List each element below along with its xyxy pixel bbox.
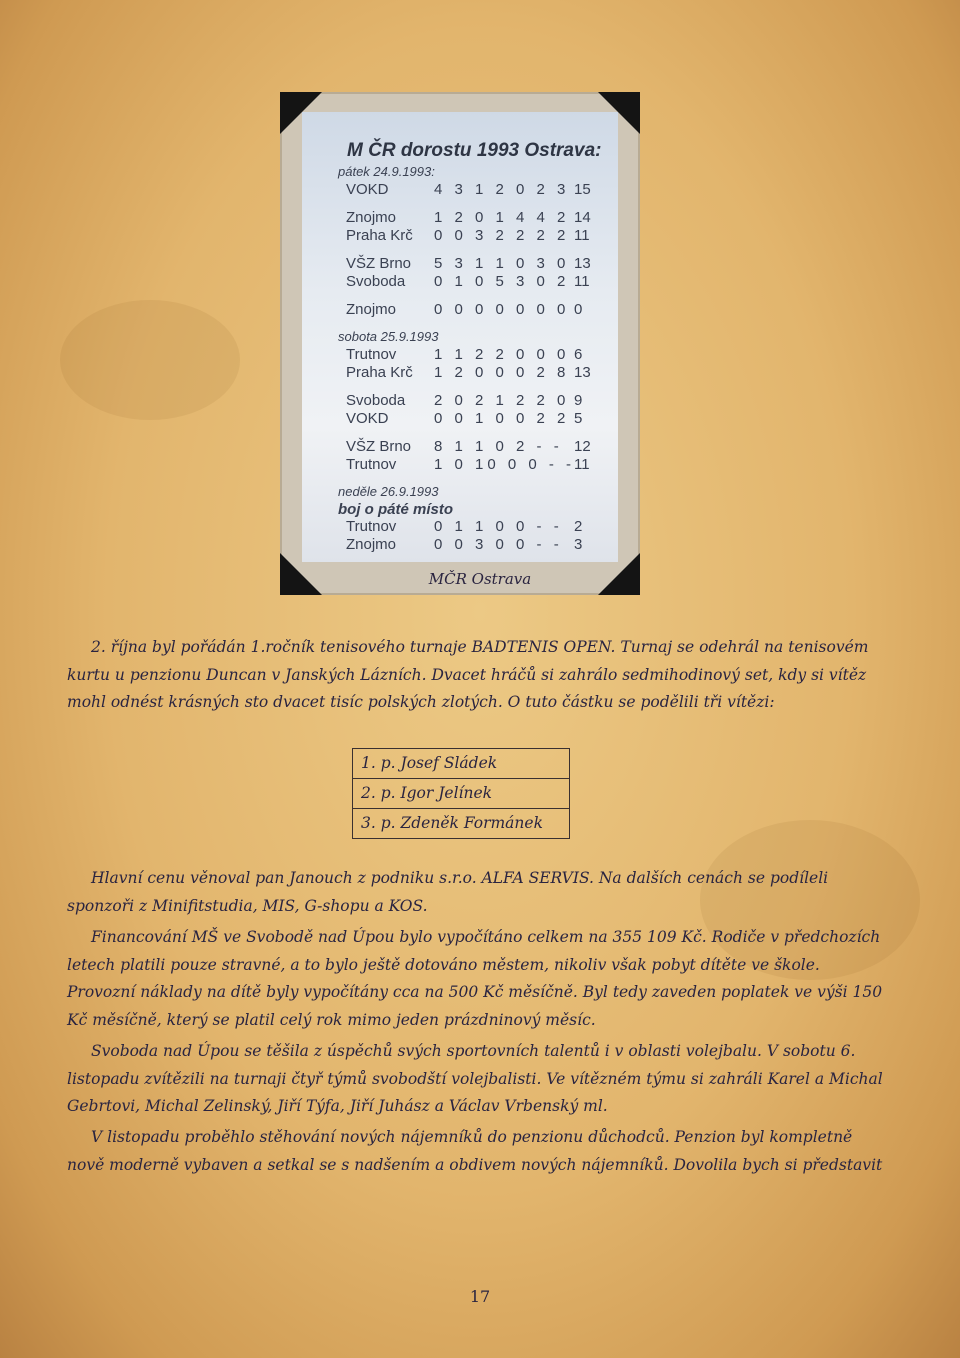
team-scores: 1 1 2 2 0 0 0 [434,346,570,363]
team-name: VOKD [346,181,389,198]
clipping-section-heading: boj o páté místo [338,501,454,518]
team-name: Znojmo [346,209,397,226]
team-scores: 5 3 1 1 0 3 0 [434,255,570,272]
paragraph-pension [67,1124,893,1179]
team-total: 13 [574,364,591,381]
team-total: 11 [574,273,590,290]
team-scores: 2 0 2 1 2 2 0 [434,392,570,409]
newspaper-clipping-photo [280,92,640,595]
team-total: 0 [574,301,583,318]
team-name: Znojmo [346,536,397,553]
team-total: 5 [574,410,583,427]
page-number: 17 [469,1287,491,1306]
team-name: VOKD [346,410,389,427]
team-scores: 0 0 3 2 2 2 2 [434,227,570,244]
paragraph-text: V listopadu proběhlo stěhování nových nájemníků do penzionu důchodců. Penzion byl kompletně nově moderně vybaven a setkal se s nadšením a obdivem nových nájemníků. Dovolila bych si představit [67,1128,883,1174]
winner-row: 1. p. Josef Sládek [361,754,498,772]
clipping-date-label: neděle 26.9.1993 [338,484,439,499]
team-name: Svoboda [346,392,406,409]
team-scores: 1 0 10 0 0 - - [434,456,576,473]
photo-caption: MČR Ostrava [428,570,532,588]
paragraph-sponsors [67,865,893,920]
team-scores: 0 0 0 0 0 0 0 [434,301,570,318]
team-total: 15 [574,181,591,198]
clipping-content [302,112,618,562]
team-name: VŠZ Brno [346,255,412,272]
photo-corner-top-right [598,92,640,134]
paper-stain [60,300,240,420]
team-scores: 1 2 0 1 4 4 2 [434,209,570,226]
paragraph-kindergarten [67,924,893,1034]
team-name: Praha Krč [346,227,413,244]
team-name: Znojmo [346,301,397,318]
team-total: 11 [574,227,590,244]
clipping-date-label: pátek 24.9.1993: [338,164,435,179]
team-name: Trutnov [346,456,397,473]
paragraph-text: Hlavní cenu věnoval pan Janouch z podniku s.r.o. ALFA SERVIS. Na dalších cenách se podíleli sponzoři z Minifitstudia, MIS, G-shopu a KOS. [67,869,829,915]
photo-corner-top-left [280,92,322,134]
paragraph-text: Financování MŠ ve Svobodě nad Úpou bylo vypočítáno celkem na 355 109 Kč. Rodiče v předchozích letech platili pouze stravné, a to bylo ještě dotováno městem, nikoliv však pobyt dítěte ve škole. Provozní náklady na dítě byly vypočítány cca na 500 Kč měsíčně. Byl tedy zaveden poplatek ve výši 150 Kč měsíčně, který se platil celý rok mimo jeden prázdninový měsíc. [67,928,883,1029]
team-total: 2 [574,518,583,535]
team-total: 3 [574,536,583,553]
team-total: 11 [574,456,590,473]
team-total: 12 [574,438,591,455]
team-total: 14 [574,209,591,226]
team-scores: 0 0 1 0 0 2 2 [434,410,570,427]
team-scores: 0 0 3 0 0 - - [434,536,563,553]
paragraph-text: 2. října byl pořádán 1.ročník tenisového turnaje BADTENIS OPEN. Turnaj se odehrál na tenisovém kurtu u penzionu Duncan v Janských Lázních. Dvacet hráčů si zahrálo sedmihodinový set, kdy si vítěz mohl odnést krásných sto dvacet tisíc polských zlotých. O tuto částku se podělili tři vítězi: [67,638,869,711]
team-total: 6 [574,346,583,363]
clipping-title: M ČR dorostu 1993 Ostrava: [347,140,602,161]
winner-row: 3. p. Zdeněk Formánek [353,808,569,838]
team-name: Svoboda [346,273,406,290]
team-name: VŠZ Brno [346,438,412,455]
team-name: Praha Krč [346,364,413,381]
paragraph-badtenis [67,634,893,717]
team-name: Trutnov [346,346,397,363]
team-scores: 0 1 1 0 0 - - [434,518,563,535]
team-total: 9 [574,392,583,409]
winners-table [352,748,570,839]
team-total: 13 [574,255,591,272]
team-scores: 1 2 0 0 0 2 8 [434,364,570,381]
clipping-date-label: sobota 25.9.1993 [338,329,439,344]
paragraph-volleyball [67,1038,893,1121]
winner-row: 2. p. Igor Jelínek [353,778,569,808]
paragraph-text: Svoboda nad Úpou se těšila z úspěchů svých sportovních talentů i v oblasti volejbalu. V sobotu 6. listopadu zvítězili na turnaji čtyř týmů svobodští volejbalisti. Ve vítězném týmu si zahráli Karel a Michal Gebrtovi, Michal Zelinský, Jiří Týfa, Jiří Juhász a Václav Vrbenský ml. [67,1042,883,1115]
team-scores: 4 3 1 2 0 2 3 [434,181,570,198]
team-name: Trutnov [346,518,397,535]
team-scores: 0 1 0 5 3 0 2 [434,273,570,290]
team-scores: 8 1 1 0 2 - - [434,438,563,455]
